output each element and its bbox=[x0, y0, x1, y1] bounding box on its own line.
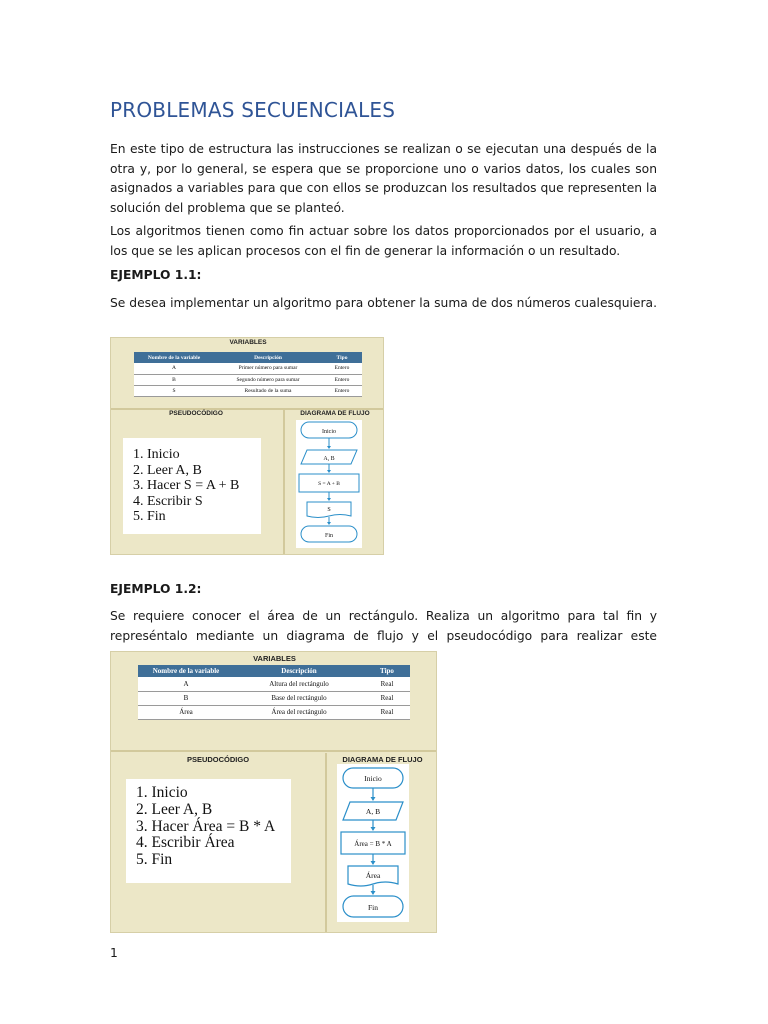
column-header: Tipo bbox=[322, 352, 362, 363]
table-row bbox=[134, 374, 362, 385]
table-row bbox=[138, 677, 410, 691]
example-2-figure bbox=[110, 651, 437, 933]
table-cell: B bbox=[138, 691, 234, 705]
pseudocode-title: PSEUDOCÓDIGO bbox=[169, 410, 223, 417]
example-1-text: Se desea implementar un algoritmo para obtener la suma de dos números cualesquiera. bbox=[110, 296, 657, 310]
pseudocode-step: 3. Hacer Área = B * A bbox=[136, 817, 276, 835]
table-cell: Base del rectángulo bbox=[234, 691, 364, 705]
flow-start-label: Inicio bbox=[364, 774, 382, 783]
flow-process-label: S = A + B bbox=[318, 481, 340, 487]
example-1-figure bbox=[110, 337, 384, 555]
table-cell: Resultado de la suma bbox=[214, 385, 322, 396]
flow-end-label: Fin bbox=[324, 533, 334, 539]
pseudocode-step: 5. Fin bbox=[136, 851, 173, 869]
flowchart-diagram bbox=[337, 764, 409, 922]
section-divider bbox=[283, 410, 285, 554]
column-header: Descripción bbox=[214, 352, 322, 363]
table-cell: Segundo número para sumar bbox=[214, 374, 322, 385]
table-row bbox=[138, 691, 410, 705]
pseudocode-step: 4. Escribir Área bbox=[136, 834, 235, 852]
table-row bbox=[134, 363, 362, 374]
table-cell: Entero bbox=[322, 385, 362, 396]
column-header: Tipo bbox=[364, 665, 410, 677]
table-cell: Altura del rectángulo bbox=[234, 677, 364, 691]
variables-title: VARIABLES bbox=[229, 339, 267, 346]
pseudocode-step: 3. Hacer S = A + B bbox=[133, 478, 240, 493]
table-cell: A bbox=[134, 363, 214, 374]
flow-process-label: Área = B * A bbox=[354, 840, 392, 848]
table-cell: B bbox=[134, 374, 214, 385]
flowchart-title: DIAGRAMA DE FLUJO bbox=[300, 410, 370, 417]
flow-output-label: Área bbox=[365, 871, 381, 880]
intro-paragraph: En este tipo de estructura las instrucciones se realizan o se ejecutan una después de la otra y, por lo general, se espera que se proporcione uno o varios datos, los cuales son asignados a variables para que con ellos se produzcan los resultados que representen la solución del problema que se planteó. bbox=[110, 142, 657, 215]
flow-start-label: Inicio bbox=[322, 429, 336, 435]
table-cell: Primer número para sumar bbox=[214, 363, 322, 374]
table-row bbox=[134, 385, 362, 396]
table-cell: Entero bbox=[322, 363, 362, 374]
page-title: PROBLEMAS SECUENCIALES bbox=[110, 98, 396, 122]
example-1-heading: EJEMPLO 1.1: bbox=[110, 268, 202, 282]
pseudocode-box bbox=[123, 438, 261, 534]
pseudocode-step: 2. Leer A, B bbox=[133, 462, 202, 478]
variables-title: VARIABLES bbox=[253, 654, 296, 663]
section-divider bbox=[325, 753, 327, 932]
example-2-text: Se requiere conocer el área de un rectángulo. Realiza un algoritmo para tal fin y represéntalo mediante un diagrama de flujo y el pseudocódigo para realizar este bbox=[110, 609, 657, 643]
page-number: 1 bbox=[110, 946, 118, 960]
table-header-row bbox=[138, 665, 410, 677]
pseudocode-step: 5. Fin bbox=[133, 509, 166, 524]
column-header: Nombre de la variable bbox=[138, 665, 234, 677]
table-cell: Real bbox=[364, 691, 410, 705]
pseudocode-step: 4. Escribir S bbox=[133, 493, 203, 509]
variables-table bbox=[138, 665, 410, 720]
table-header-row bbox=[134, 352, 362, 363]
pseudocode-step: 2. Leer A, B bbox=[136, 800, 213, 818]
table-cell: Real bbox=[364, 677, 410, 691]
flow-output-label: S bbox=[327, 507, 331, 513]
table-cell: Área bbox=[138, 705, 234, 719]
column-header: Nombre de la variable bbox=[134, 352, 214, 363]
example-2-heading: EJEMPLO 1.2: bbox=[110, 582, 202, 596]
algorithms-paragraph: Los algoritmos tienen como fin actuar sobre los datos proporcionados por el usuario, a los que se les aplican procesos con el fin de generar la información o un resultado. bbox=[110, 224, 657, 258]
table-cell: Entero bbox=[322, 374, 362, 385]
table-cell: S bbox=[134, 385, 214, 396]
table-cell: Área del rectángulo bbox=[234, 705, 364, 719]
flowchart-diagram bbox=[296, 420, 362, 548]
flow-input-label: A, B bbox=[323, 456, 335, 462]
pseudocode-step: 1. Inicio bbox=[133, 447, 180, 462]
table-cell: A bbox=[138, 677, 234, 691]
table-cell: Real bbox=[364, 705, 410, 719]
flowchart-panel bbox=[337, 764, 409, 922]
flow-input-label: A, B bbox=[365, 807, 381, 816]
column-header: Descripción bbox=[234, 665, 364, 677]
variables-table bbox=[134, 352, 362, 397]
pseudocode-step: 1. Inicio bbox=[136, 784, 188, 801]
flow-end-label: Fin bbox=[367, 903, 379, 912]
table-row bbox=[138, 705, 410, 719]
pseudocode-title: PSEUDOCÓDIGO bbox=[186, 755, 250, 764]
flowchart-title: DIAGRAMA DE FLUJO bbox=[342, 755, 423, 764]
flowchart-panel bbox=[296, 420, 362, 548]
pseudocode-box bbox=[126, 779, 291, 883]
